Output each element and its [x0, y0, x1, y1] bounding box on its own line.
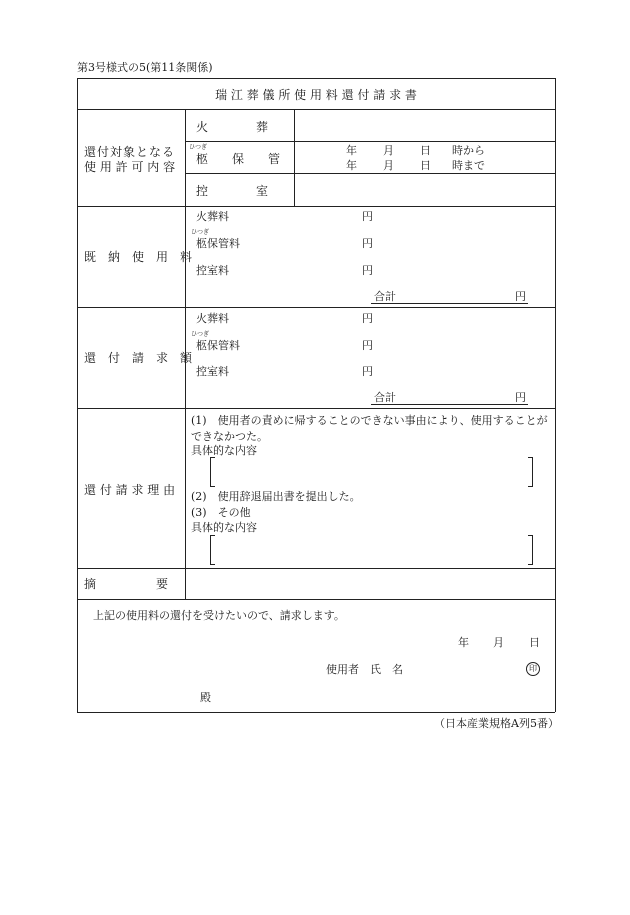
- summary-heading: 摘 要: [84, 577, 169, 591]
- table-border-right: [555, 78, 556, 712]
- permit-to-suffix: 時まで: [452, 159, 485, 172]
- declaration-month: 月: [493, 636, 504, 649]
- permit-from-year: 年: [346, 144, 357, 157]
- row-divider: [185, 173, 555, 174]
- permit-from-month: 月: [383, 144, 394, 157]
- permit-coffin-label: 柩 保 管: [196, 152, 281, 166]
- reason-heading: 還 付 請 求 理 由: [84, 483, 176, 497]
- paid-heading: 既 納 使 用 料: [84, 250, 193, 264]
- permit-from-suffix: 時から: [452, 144, 485, 157]
- table-border-bottom: [77, 712, 555, 713]
- table-border-left: [77, 78, 78, 712]
- paid-cremation-yen: 円: [362, 210, 373, 223]
- refund-total-underline: [371, 404, 528, 405]
- refund-coffin-fee: 柩保管料: [196, 339, 240, 352]
- seal-mark: 印: [526, 662, 540, 676]
- paid-total-underline: [371, 303, 528, 304]
- paid-coffin-yen: 円: [362, 237, 373, 250]
- reason-detail-label-2: 具体的な内容: [191, 521, 257, 534]
- permit-coffin-ruby: ひつぎ: [189, 144, 208, 151]
- row-divider: [77, 408, 555, 409]
- permit-cremation-label: 火 葬: [196, 120, 269, 134]
- reason-item-2: (2) 使用辞退届出書を提出した。: [191, 490, 361, 503]
- reason-item-3: (3) その他: [191, 506, 251, 519]
- permit-to-month: 月: [383, 159, 394, 172]
- refund-waiting-yen: 円: [362, 365, 373, 378]
- permit-heading-line2: 使 用 許 可 内 容: [84, 160, 176, 174]
- permit-waiting-label: 控 室: [196, 184, 269, 198]
- detail-2-left-bracket: [210, 535, 215, 565]
- paid-total-label: 合計: [374, 290, 396, 303]
- reason-item-1: (1) 使用者の責めに帰することのできない事由により、使用することができなかつた。: [191, 414, 548, 443]
- paid-total-yen: 円: [515, 290, 526, 303]
- permit-column-divider: [294, 109, 295, 206]
- reason-detail-label-1: 具体的な内容: [191, 444, 257, 457]
- row-divider: [77, 307, 555, 308]
- refund-heading: 還 付 請 求 額: [84, 351, 193, 365]
- detail-1-left-bracket: [210, 457, 215, 487]
- refund-total-yen: 円: [515, 391, 526, 404]
- refund-coffin-yen: 円: [362, 339, 373, 352]
- refund-cremation-fee: 火葬料: [196, 312, 229, 325]
- paid-coffin-fee: 柩保管料: [196, 237, 240, 250]
- refund-total-label: 合計: [374, 391, 396, 404]
- row-divider: [77, 109, 555, 110]
- row-divider: [77, 206, 555, 207]
- paid-waiting-yen: 円: [362, 264, 373, 277]
- paid-cremation-fee: 火葬料: [196, 210, 229, 223]
- addressee-suffix: 殿: [200, 691, 211, 704]
- detail-1-right-bracket: [528, 457, 533, 487]
- declaration-year: 年: [458, 636, 469, 649]
- paper-size-note: （日本産業規格A列5番）: [434, 717, 559, 730]
- paid-coffin-ruby: ひつぎ: [191, 229, 210, 236]
- permit-to-day: 日: [420, 159, 431, 172]
- refund-cremation-yen: 円: [362, 312, 373, 325]
- permit-to-year: 年: [346, 159, 357, 172]
- declaration-day: 日: [529, 636, 540, 649]
- paid-waiting-fee: 控室料: [196, 264, 229, 277]
- row-divider: [185, 141, 555, 142]
- declaration-text: 上記の使用料の還付を受けたいので、請求します。: [93, 609, 345, 622]
- form-title: 瑞 江 葬 儀 所 使 用 料 還 付 請 求 書: [215, 88, 417, 102]
- detail-2-right-bracket: [528, 535, 533, 565]
- refund-waiting-fee: 控室料: [196, 365, 229, 378]
- permit-from-day: 日: [420, 144, 431, 157]
- row-divider: [77, 568, 555, 569]
- permit-heading-line1: 還付対象となる: [84, 145, 176, 159]
- form-number: 第3号様式の5(第11条関係): [77, 61, 213, 74]
- row-divider: [77, 599, 555, 600]
- user-name-label: 使用者 氏 名: [326, 663, 403, 676]
- refund-coffin-ruby: ひつぎ: [191, 331, 210, 338]
- table-border-top: [77, 78, 555, 79]
